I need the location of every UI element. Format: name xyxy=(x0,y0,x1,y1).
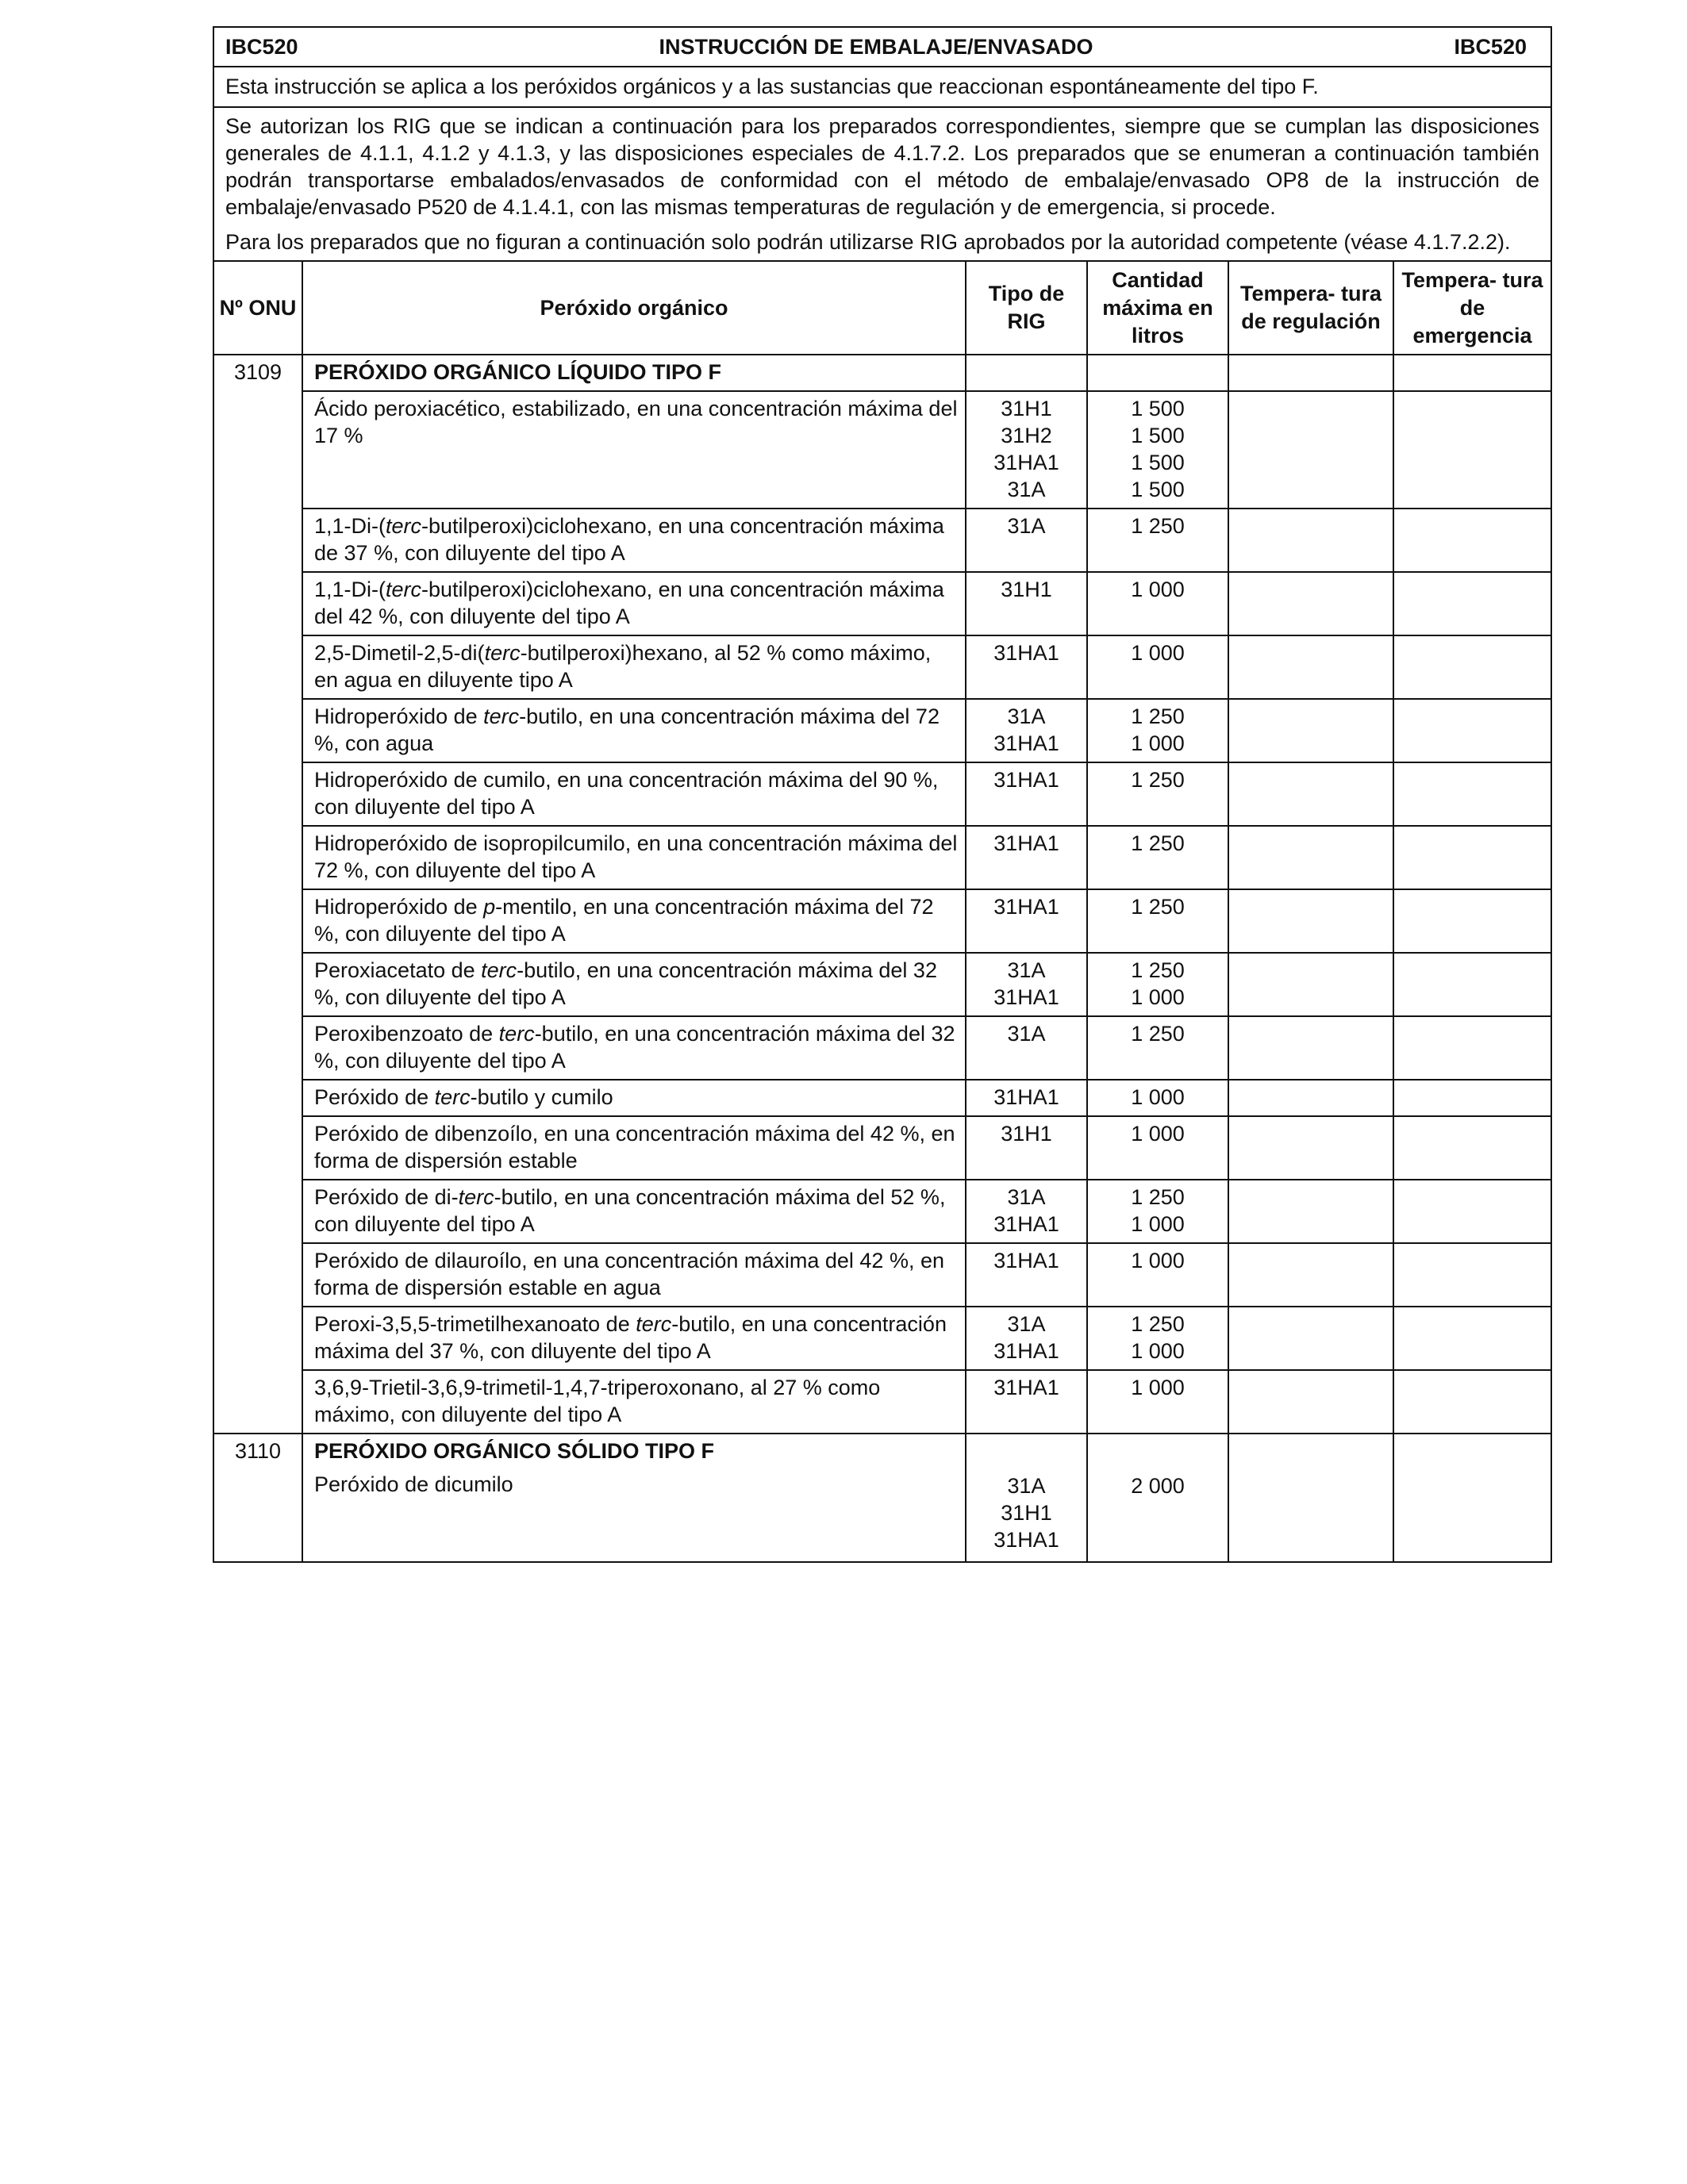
table-row xyxy=(214,1016,1551,1080)
un-number-cell: 3110 xyxy=(214,1434,302,1561)
ibc-type: 31HA1 xyxy=(993,831,1059,855)
max-quantity: 1 000 xyxy=(1131,1122,1185,1146)
max-quantity: 1 250 xyxy=(1131,1312,1185,1336)
empty-cell xyxy=(1228,355,1393,391)
control-temperature-cell xyxy=(1228,1370,1393,1434)
scope-statement: Esta instrucción se aplica a los peróxidos orgánicos y a las sustancias que reaccionan espontáneamente del tipo F. xyxy=(214,67,1551,108)
max-quantity: 1 250 xyxy=(1131,704,1185,728)
ibc-type: 31HA1 xyxy=(993,1339,1059,1363)
table-row xyxy=(214,509,1551,572)
column-header-ibc-type: Tipo de RIG xyxy=(966,261,1087,355)
ibc-type: 31A xyxy=(1007,704,1046,728)
emergency-temperature-cell xyxy=(1393,889,1551,953)
max-quantity: 1 500 xyxy=(1131,397,1185,420)
ibc-type-cell xyxy=(966,391,1087,509)
max-quantity-cell xyxy=(1087,1370,1228,1434)
ibc-type: 31HA1 xyxy=(993,1249,1059,1272)
max-quantity-cell xyxy=(1087,1080,1228,1116)
section-title: PERÓXIDO ORGÁNICO LÍQUIDO TIPO F xyxy=(302,355,966,391)
max-quantity: 1 250 xyxy=(1131,1185,1185,1209)
table-row xyxy=(214,572,1551,635)
peroxide-name: Hidroperóxido de isopropilcumilo, en una concentración máxima del 72 %, con diluyente del tipo A xyxy=(302,826,966,889)
ibc-type: 31HA1 xyxy=(993,451,1059,474)
emergency-temperature-cell xyxy=(1393,1243,1551,1307)
control-temperature-cell xyxy=(1228,1180,1393,1243)
max-quantity-cell xyxy=(1087,953,1228,1016)
max-quantity: 1 250 xyxy=(1131,514,1185,538)
ibc-type-cell xyxy=(966,699,1087,762)
max-quantity-cell xyxy=(1087,572,1228,635)
ibc-type: 31A xyxy=(1007,958,1046,982)
header-code-left: IBC520 xyxy=(225,34,298,59)
table-row xyxy=(214,826,1551,889)
ibc-type-cell xyxy=(966,635,1087,699)
max-quantity-cell xyxy=(1087,762,1228,826)
control-temperature-cell xyxy=(1228,635,1393,699)
max-quantity-cell xyxy=(1087,889,1228,953)
control-temperature-cell xyxy=(1228,1016,1393,1080)
column-header-peroxide: Peróxido orgánico xyxy=(302,261,966,355)
max-quantity-cell xyxy=(1087,1307,1228,1370)
max-quantity-cell xyxy=(1087,509,1228,572)
max-quantity: 1 250 xyxy=(1131,831,1185,855)
peroxide-name: Peróxido de terc-butilo y cumilo xyxy=(302,1080,966,1116)
max-quantity-cell xyxy=(1087,1116,1228,1180)
ibc-type: 31A xyxy=(1007,1474,1046,1498)
max-quantity: 1 500 xyxy=(1131,451,1185,474)
ibc-type: 31A xyxy=(1007,514,1046,538)
control-temperature-cell xyxy=(1228,1243,1393,1307)
un-number-cell: 3109 xyxy=(214,355,302,1434)
peroxide-name: Peróxido de dibenzoílo, en una concentración máxima del 42 %, en forma de dispersión estable xyxy=(302,1116,966,1180)
ibc-type: 31HA1 xyxy=(993,1212,1059,1236)
control-temperature-cell xyxy=(1228,572,1393,635)
ibc-type: 31HA1 xyxy=(993,768,1059,792)
ibc-type: 31H1 xyxy=(1001,1122,1052,1146)
max-quantity: 1 000 xyxy=(1131,1249,1185,1272)
control-temperature-cell xyxy=(1228,509,1393,572)
peroxide-name: 1,1-Di-(terc-butilperoxi)ciclohexano, en una concentración máxima de 37 %, con diluyente del tipo A xyxy=(302,509,966,572)
peroxide-name: Hidroperóxido de terc-butilo, en una concentración máxima del 72 %, con agua xyxy=(302,699,966,762)
ibc-type: 31H1 xyxy=(1001,1501,1052,1525)
table-row xyxy=(214,762,1551,826)
control-temperature-cell xyxy=(1228,1434,1393,1561)
max-quantity: 1 000 xyxy=(1131,985,1185,1009)
emergency-temperature-cell xyxy=(1393,699,1551,762)
ibc-type: 31HA1 xyxy=(993,641,1059,665)
max-quantity-cell xyxy=(1087,391,1228,509)
peroxide-name: Hidroperóxido de cumilo, en una concentración máxima del 90 %, con diluyente del tipo A xyxy=(302,762,966,826)
emergency-temperature-cell xyxy=(1393,1016,1551,1080)
emergency-temperature-cell xyxy=(1393,1080,1551,1116)
header-code-right: IBC520 xyxy=(1454,34,1527,59)
max-quantity: 1 250 xyxy=(1131,1022,1185,1046)
max-quantity: 1 250 xyxy=(1131,768,1185,792)
ibc-type: 31H2 xyxy=(1001,424,1052,447)
empty-cell xyxy=(1393,355,1551,391)
table-header-row xyxy=(214,261,1551,355)
ibc-type: 31A xyxy=(1007,478,1046,501)
emergency-temperature-cell xyxy=(1393,1370,1551,1434)
peroxide-name: Peroxi-3,5,5-trimetilhexanoato de terc-butilo, en una concentración máxima del 37 %, con diluyente del tipo A xyxy=(302,1307,966,1370)
ibc-type-cell xyxy=(966,1116,1087,1180)
emergency-temperature-cell xyxy=(1393,572,1551,635)
ibc-type-cell xyxy=(966,1016,1087,1080)
document-header xyxy=(214,28,1551,67)
max-quantity: 1 000 xyxy=(1131,578,1185,601)
control-temperature-cell xyxy=(1228,953,1393,1016)
max-quantity: 1 000 xyxy=(1131,1339,1185,1363)
max-quantity: 1 000 xyxy=(1131,641,1185,665)
control-temperature-cell xyxy=(1228,391,1393,509)
packing-instruction-document xyxy=(213,26,1552,1563)
max-quantity-cell xyxy=(1087,1243,1228,1307)
ibc-type-cell xyxy=(966,889,1087,953)
max-quantity: 1 000 xyxy=(1131,1376,1185,1399)
max-quantity-cell xyxy=(1087,1180,1228,1243)
emergency-temperature-cell xyxy=(1393,1180,1551,1243)
emergency-temperature-cell xyxy=(1393,509,1551,572)
peroxide-name: Peróxido de dicumilo xyxy=(314,1472,513,1496)
control-temperature-cell xyxy=(1228,1116,1393,1180)
ibc-type: 31HA1 xyxy=(993,895,1059,919)
ibc-type: 31A xyxy=(1007,1185,1046,1209)
emergency-temperature-cell xyxy=(1393,1116,1551,1180)
peroxide-name: Hidroperóxido de p-mentilo, en una concentración máxima del 72 %, con diluyente del tipo A xyxy=(302,889,966,953)
ibc-type-cell xyxy=(966,826,1087,889)
max-quantity: 1 000 xyxy=(1131,731,1185,755)
peroxide-name: Peroxibenzoato de terc-butilo, en una concentración máxima del 32 %, con diluyente del tipo A xyxy=(302,1016,966,1080)
header-title: INSTRUCCIÓN DE EMBALAJE/ENVASADO xyxy=(659,34,1093,59)
intro-paragraph: Se autorizan los RIG que se indican a continuación para los preparados correspondientes, siempre que se cumplan las disposiciones generales de 4.1.1, 4.1.2 y 4.1.3, y las disposiciones especiales de 4.1.7.2. Los preparados que se enumeran a continuación también podrán transportarse embalados/envasados de conformidad con el método de embalaje/envasado OP8 de la instrucción de embalaje/envasado P520 de 4.1.4.1, con las mismas temperaturas de regulación y de emergencia, si procede. xyxy=(225,114,1539,219)
ibc-type-cell xyxy=(966,762,1087,826)
ibc-type-cell xyxy=(966,1180,1087,1243)
control-temperature-cell xyxy=(1228,699,1393,762)
column-header-un-number: Nº ONU xyxy=(214,261,302,355)
table-row xyxy=(214,1370,1551,1434)
control-temperature-cell xyxy=(1228,889,1393,953)
peroxide-table xyxy=(214,260,1551,1561)
table-row xyxy=(214,635,1551,699)
max-quantity: 1 250 xyxy=(1131,895,1185,919)
intro-paragraph: Para los preparados que no figuran a continuación solo podrán utilizarse RIG aprobados por la autoridad competente (véase 4.1.7.2.2). xyxy=(225,230,1511,254)
ibc-type-cell xyxy=(966,1434,1087,1561)
section-block-row xyxy=(214,1434,1551,1561)
ibc-type-cell xyxy=(966,1080,1087,1116)
peroxide-name-cell xyxy=(302,1434,966,1561)
table-row xyxy=(214,953,1551,1016)
section-title: PERÓXIDO ORGÁNICO SÓLIDO TIPO F xyxy=(314,1439,715,1463)
max-quantity-cell xyxy=(1087,1434,1228,1561)
section-title-row xyxy=(214,355,1551,391)
peroxide-name: 1,1-Di-(terc-butilperoxi)ciclohexano, en una concentración máxima del 42 %, con diluyente del tipo A xyxy=(302,572,966,635)
ibc-type-cell xyxy=(966,572,1087,635)
control-temperature-cell xyxy=(1228,1080,1393,1116)
table-row xyxy=(214,391,1551,509)
table-body xyxy=(214,355,1551,1561)
table-row xyxy=(214,1180,1551,1243)
emergency-temperature-cell xyxy=(1393,1307,1551,1370)
ibc-type: 31HA1 xyxy=(993,731,1059,755)
table-row xyxy=(214,1116,1551,1180)
column-header-max-quantity: Cantidad máxima en litros xyxy=(1087,261,1228,355)
peroxide-name: 3,6,9-Trietil-3,6,9-trimetil-1,4,7-triperoxonano, al 27 % como máximo, con diluyente del tipo A xyxy=(302,1370,966,1434)
max-quantity-cell xyxy=(1087,1016,1228,1080)
ibc-type-cell xyxy=(966,509,1087,572)
ibc-type-cell xyxy=(966,1370,1087,1434)
max-quantity: 1 500 xyxy=(1131,478,1185,501)
emergency-temperature-cell xyxy=(1393,635,1551,699)
max-quantity-cell xyxy=(1087,699,1228,762)
peroxide-name: 2,5-Dimetil-2,5-di(terc-butilperoxi)hexano, al 52 % como máximo, en agua en diluyente tipo A xyxy=(302,635,966,699)
emergency-temperature-cell xyxy=(1393,826,1551,889)
emergency-temperature-cell xyxy=(1393,953,1551,1016)
column-header-control-temperature: Tempera- tura de regulación xyxy=(1228,261,1393,355)
max-quantity: 2 000 xyxy=(1131,1474,1185,1498)
empty-cell xyxy=(966,355,1087,391)
ibc-type: 31HA1 xyxy=(993,1085,1059,1109)
column-header-emergency-temperature: Tempera- tura de emergencia xyxy=(1393,261,1551,355)
ibc-type: 31A xyxy=(1007,1312,1046,1336)
ibc-type: 31HA1 xyxy=(993,1528,1059,1552)
table-row xyxy=(214,1243,1551,1307)
ibc-type: 31A xyxy=(1007,1022,1046,1046)
peroxide-name: Ácido peroxiacético, estabilizado, en una concentración máxima del 17 % xyxy=(302,391,966,509)
emergency-temperature-cell xyxy=(1393,391,1551,509)
table-row xyxy=(214,1080,1551,1116)
emergency-temperature-cell xyxy=(1393,1434,1551,1561)
table-row xyxy=(214,699,1551,762)
peroxide-name: Peróxido de di-terc-butilo, en una concentración máxima del 52 %, con diluyente del tipo A xyxy=(302,1180,966,1243)
control-temperature-cell xyxy=(1228,826,1393,889)
peroxide-name: Peroxiacetato de terc-butilo, en una concentración máxima del 32 %, con diluyente del tipo A xyxy=(302,953,966,1016)
max-quantity: 1 250 xyxy=(1131,958,1185,982)
max-quantity-cell xyxy=(1087,826,1228,889)
table-row xyxy=(214,889,1551,953)
intro-text xyxy=(214,108,1551,260)
table-row xyxy=(214,1307,1551,1370)
peroxide-name: Peróxido de dilauroílo, en una concentración máxima del 42 %, en forma de dispersión estable en agua xyxy=(302,1243,966,1307)
control-temperature-cell xyxy=(1228,1307,1393,1370)
max-quantity-cell xyxy=(1087,635,1228,699)
ibc-type: 31HA1 xyxy=(993,1376,1059,1399)
ibc-type: 31H1 xyxy=(1001,397,1052,420)
max-quantity: 1 000 xyxy=(1131,1085,1185,1109)
empty-cell xyxy=(1087,355,1228,391)
max-quantity: 1 500 xyxy=(1131,424,1185,447)
ibc-type-cell xyxy=(966,1243,1087,1307)
ibc-type-cell xyxy=(966,953,1087,1016)
max-quantity: 1 000 xyxy=(1131,1212,1185,1236)
ibc-type: 31H1 xyxy=(1001,578,1052,601)
control-temperature-cell xyxy=(1228,762,1393,826)
ibc-type: 31HA1 xyxy=(993,985,1059,1009)
ibc-type-cell xyxy=(966,1307,1087,1370)
emergency-temperature-cell xyxy=(1393,762,1551,826)
